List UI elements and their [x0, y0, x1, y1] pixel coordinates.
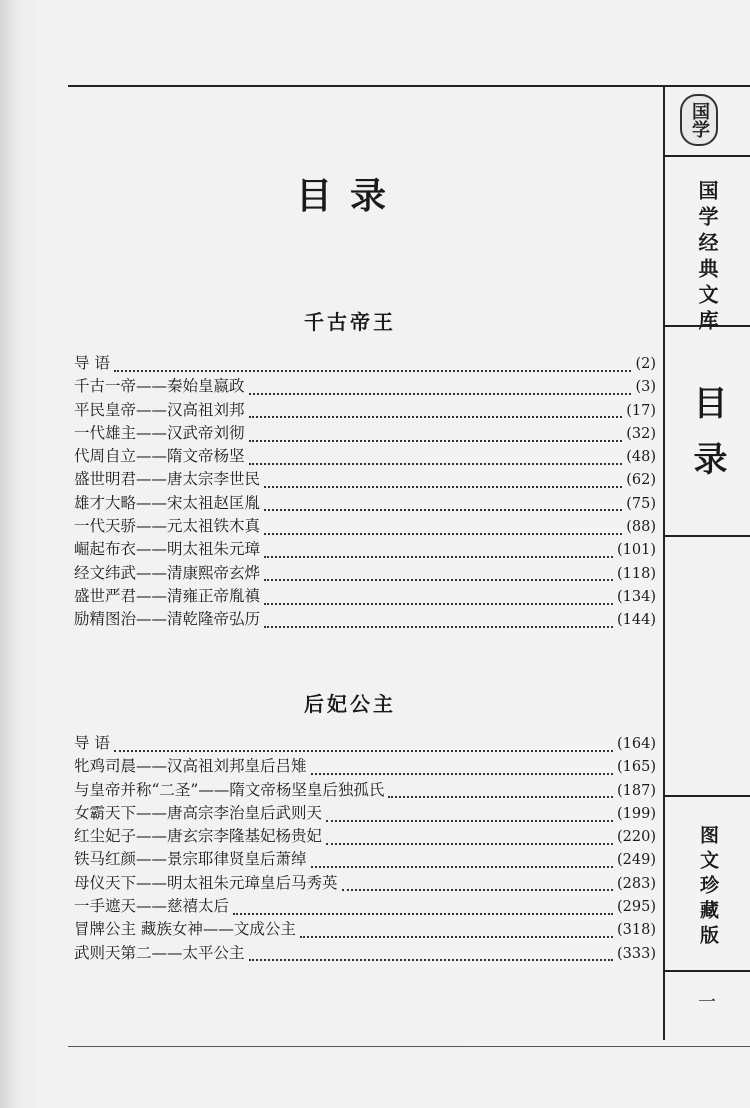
toc-entry[interactable]: [74, 538, 656, 561]
section-heading: 千古帝王: [304, 310, 396, 334]
toc-entry[interactable]: [74, 872, 656, 895]
toc-entry[interactable]: [74, 779, 656, 802]
sidebar-section-label: 目录: [687, 385, 727, 497]
toc-entry-page: (101): [617, 542, 656, 559]
toc-entry-page: (187): [617, 782, 656, 799]
sidebar-rule: [665, 795, 750, 797]
sidebar-divider: [663, 85, 665, 1040]
toc-entry[interactable]: [74, 732, 656, 755]
toc-entry-page: (118): [617, 565, 656, 582]
toc-entry[interactable]: [74, 445, 656, 468]
toc-entry-page: (144): [617, 612, 656, 629]
toc-entry-title: 母仪天下——明太祖朱元璋皇后马秀英: [74, 873, 338, 892]
toc-entry[interactable]: [74, 825, 656, 848]
dot-leader: [264, 573, 613, 581]
dot-leader: [233, 907, 613, 915]
dot-leader: [264, 503, 622, 511]
toc-list: [74, 732, 656, 965]
toc-entry[interactable]: [74, 608, 656, 631]
footer-rule: [68, 1046, 750, 1047]
toc-entry-title: 导 语: [74, 354, 110, 372]
toc-entry-page: (199): [617, 805, 656, 822]
dot-leader: [114, 364, 632, 372]
toc-entry-title: 红尘妃子——唐玄宗李隆基妃杨贵妃: [74, 827, 323, 846]
toc-entry[interactable]: [74, 399, 656, 422]
toc-entry[interactable]: [74, 492, 656, 515]
dot-leader: [249, 953, 613, 961]
toc-entry[interactable]: [74, 422, 656, 445]
toc-entry-title: 一代天骄——元太祖铁木真: [74, 517, 261, 536]
toc-entry[interactable]: [74, 352, 656, 375]
dot-leader: [342, 883, 613, 891]
toc-entry-page: (249): [617, 852, 656, 869]
page-number: 一: [698, 992, 716, 1013]
toc-entry[interactable]: [74, 585, 656, 608]
page-title: 目录: [295, 176, 404, 217]
toc-entry-title: 一手遮天——慈禧太后: [74, 897, 230, 916]
toc-entry-title: 代周自立——隋文帝杨坚: [74, 447, 245, 466]
toc-entry[interactable]: [74, 918, 656, 941]
toc-entry[interactable]: [74, 942, 656, 965]
dot-leader: [326, 814, 613, 822]
toc-entry-page: (3): [635, 379, 656, 396]
toc-entry-page: (134): [617, 588, 656, 605]
toc-entry-title: 一代雄主——汉武帝刘彻: [74, 423, 245, 442]
dot-leader: [388, 790, 613, 798]
toc-entry[interactable]: [74, 468, 656, 491]
toc-entry-page: (333): [617, 945, 656, 962]
dot-leader: [264, 597, 613, 605]
dot-leader: [264, 550, 613, 558]
toc-entry-page: (32): [626, 425, 656, 442]
guoxue-seal-logo: 国学: [680, 94, 718, 146]
dot-leader: [326, 837, 613, 845]
dot-leader: [264, 480, 622, 488]
dot-leader: [249, 457, 623, 465]
toc-entry-title: 导 语: [74, 734, 110, 752]
dot-leader: [249, 410, 623, 418]
edition-label: 图文珍藏版: [697, 825, 719, 950]
toc-entry-page: (17): [626, 402, 656, 419]
toc-entry[interactable]: [74, 848, 656, 871]
toc-entry[interactable]: [74, 895, 656, 918]
dot-leader: [300, 930, 613, 938]
dot-leader: [249, 387, 632, 395]
toc-entry-title: 崛起布衣——明太祖朱元璋: [74, 540, 261, 559]
toc-entry-title: 铁马红颜——景宗耶律贤皇后萧绰: [74, 850, 307, 869]
toc-entry-title: 雄才大略——宋太祖赵匡胤: [74, 493, 261, 512]
toc-entry-title: 武则天第二——太平公主: [74, 943, 245, 962]
toc-entry-page: (220): [617, 829, 656, 846]
toc-entry-title: 牝鸡司晨——汉高祖刘邦皇后吕雉: [74, 757, 307, 776]
toc-entry[interactable]: [74, 755, 656, 778]
toc-entry[interactable]: [74, 802, 656, 825]
toc-entry[interactable]: [74, 515, 656, 538]
toc-entry-page: (165): [617, 759, 656, 776]
dot-leader: [264, 527, 622, 535]
toc-entry-page: (88): [626, 519, 656, 536]
toc-entry-page: (295): [617, 899, 656, 916]
toc-entry-title: 冒牌公主 藏族女神——文成公主: [74, 920, 296, 939]
toc-entry-title: 与皇帝并称“二圣”——隋文帝杨坚皇后独孤氏: [74, 780, 385, 799]
sidebar-rule: [665, 535, 750, 537]
toc-entry-title: 平民皇帝——汉高祖刘邦: [74, 400, 245, 419]
dot-leader: [264, 620, 613, 628]
dot-leader: [311, 767, 613, 775]
toc-entry-page: (164): [617, 736, 656, 752]
toc-entry[interactable]: [74, 375, 656, 398]
toc-entry-page: (283): [617, 875, 656, 892]
sidebar-rule: [665, 155, 750, 157]
section-heading: 后妃公主: [304, 692, 396, 716]
dot-leader: [311, 860, 613, 868]
series-title: 国学经典文库: [695, 180, 719, 336]
dot-leader: [114, 744, 613, 752]
toc-entry-page: (2): [635, 356, 656, 372]
toc-entry-title: 励精图治——清乾隆帝弘历: [74, 610, 261, 629]
toc-entry-title: 盛世明君——唐太宗李世民: [74, 470, 261, 489]
toc-entry-page: (318): [617, 922, 656, 939]
toc-entry-title: 经文纬武——清康熙帝玄烨: [74, 563, 261, 582]
toc-entry-title: 千古一帝——秦始皇嬴政: [74, 377, 245, 396]
toc-entry[interactable]: [74, 562, 656, 585]
toc-entry-page: (48): [626, 449, 656, 466]
sidebar-rule: [665, 970, 750, 972]
toc-entry-title: 盛世严君——清雍正帝胤禛: [74, 586, 261, 605]
toc-entry-page: (75): [626, 495, 656, 512]
toc-entry-title: 女霸天下——唐高宗李治皇后武则天: [74, 803, 323, 822]
header-rule: [68, 85, 750, 87]
toc-entry-page: (62): [626, 472, 656, 489]
toc-list: [74, 352, 656, 632]
dot-leader: [249, 434, 623, 442]
